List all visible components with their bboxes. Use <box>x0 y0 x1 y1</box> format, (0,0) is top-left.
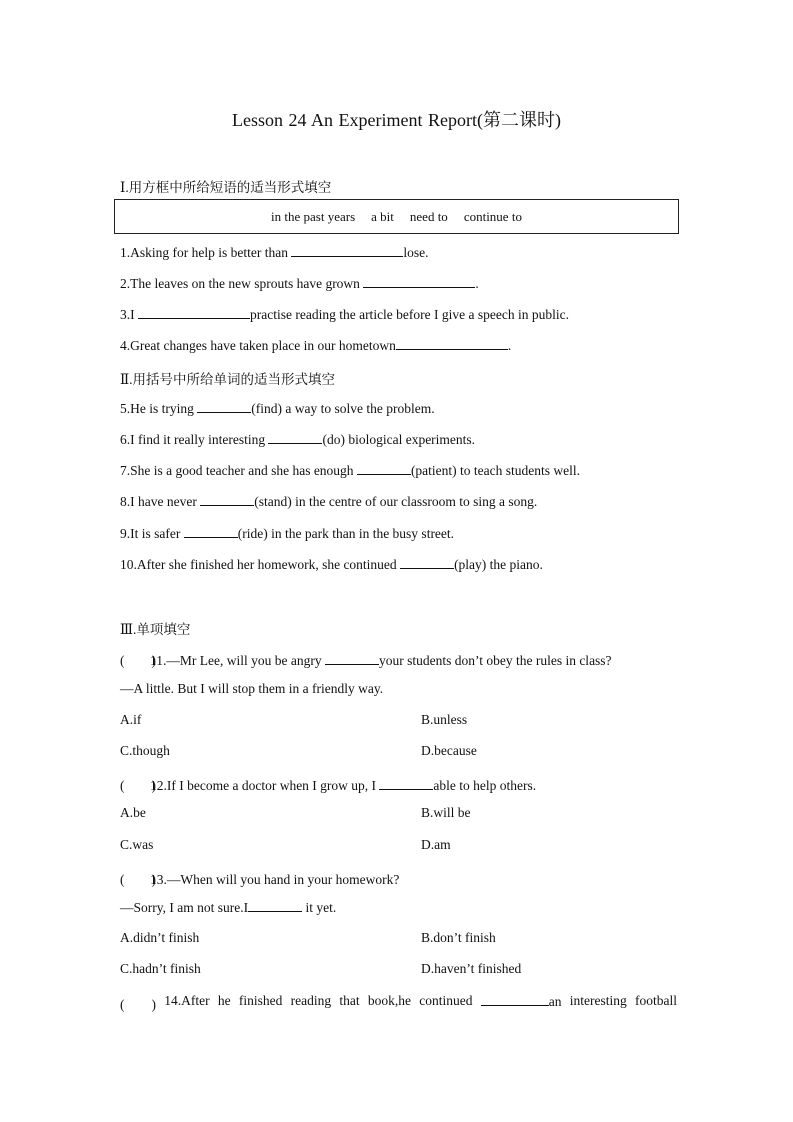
section-3-heading: Ⅲ.单项填空 <box>120 622 191 637</box>
answer-blank[interactable] <box>200 493 254 506</box>
answer-blank[interactable] <box>268 431 322 444</box>
answer-blank[interactable] <box>400 556 454 569</box>
question-8: 8.I have never (stand) in the centre of our classroom to sing a song. <box>120 494 538 509</box>
phrase-2: a bit <box>371 208 394 224</box>
answer-blank[interactable] <box>184 525 238 538</box>
answer-blank[interactable] <box>248 899 302 912</box>
question-3: 3.I practise reading the article before I give a speech in public. <box>120 307 569 322</box>
answer-blank[interactable] <box>325 652 379 665</box>
option-d[interactable]: D.because <box>421 743 477 758</box>
question-13: ( )13.—When will you hand in your homework? <box>120 868 399 888</box>
question-5: 5.He is trying (find) a way to solve the problem. <box>120 401 435 416</box>
option-a[interactable]: A.didn’t finish <box>120 930 200 945</box>
answer-blank[interactable] <box>379 777 433 790</box>
question-14: ( ) 14.After he finished reading that book,he continued an interesting football <box>120 993 677 1012</box>
option-b[interactable]: B.unless <box>421 712 468 727</box>
answer-blank[interactable] <box>291 244 403 257</box>
answer-blank[interactable] <box>197 400 251 413</box>
question-9: 9.It is safer (ride) in the park than in the busy street. <box>120 526 455 541</box>
option-a[interactable]: A.be <box>120 805 146 820</box>
question-7: 7.She is a good teacher and she has enough (patient) to teach students well. <box>120 463 581 478</box>
option-b[interactable]: B.will be <box>421 805 471 820</box>
phrase-box <box>114 199 679 234</box>
phrase-3: need to <box>409 208 448 224</box>
option-c[interactable]: C.hadn’t finish <box>120 961 201 976</box>
option-c[interactable]: C.was <box>120 837 154 852</box>
question-11: ( )11.—Mr Lee, will you be angry your students don’t obey the rules in class? <box>120 649 612 669</box>
question-2: 2.The leaves on the new sprouts have grown . <box>120 276 479 291</box>
answer-paren[interactable]: ( ) <box>120 872 156 887</box>
question-13-reply: —Sorry, I am not sure.I it yet. <box>120 900 337 915</box>
option-d[interactable]: D.am <box>421 837 451 852</box>
option-b[interactable]: B.don’t finish <box>421 930 496 945</box>
page-title: Lesson 24 An Experiment Report(第二课时) <box>232 110 561 130</box>
question-12: ( )12.If I become a doctor when I grow up, I able to help others. <box>120 774 536 794</box>
answer-blank[interactable] <box>138 306 250 319</box>
answer-blank[interactable] <box>357 462 411 475</box>
section-2-heading: Ⅱ.用括号中所给单词的适当形式填空 <box>120 372 336 387</box>
section-1-heading: Ⅰ.用方框中所给短语的适当形式填空 <box>120 180 332 195</box>
phrase-1: in the past years <box>271 208 356 224</box>
question-10: 10.After she finished her homework, she continued (play) the piano. <box>120 557 543 572</box>
question-1: 1.Asking for help is better than lose. <box>120 245 429 260</box>
answer-paren[interactable]: ( ) <box>120 653 156 668</box>
answer-paren[interactable]: ( ) <box>120 997 156 1012</box>
question-4: 4.Great changes have taken place in our hometown . <box>120 338 512 353</box>
answer-blank[interactable] <box>396 337 508 350</box>
answer-paren[interactable]: ( ) <box>120 778 156 793</box>
phrase-4: continue to <box>463 208 522 224</box>
option-d[interactable]: D.haven’t finished <box>421 961 522 976</box>
question-6: 6.I find it really interesting (do) biological experiments. <box>120 432 476 447</box>
option-c[interactable]: C.though <box>120 743 170 758</box>
question-11-reply: —A little. But I will stop them in a friendly way. <box>120 681 384 696</box>
answer-blank[interactable] <box>363 275 475 288</box>
option-a[interactable]: A.if <box>120 712 142 727</box>
answer-blank[interactable] <box>481 993 549 1006</box>
